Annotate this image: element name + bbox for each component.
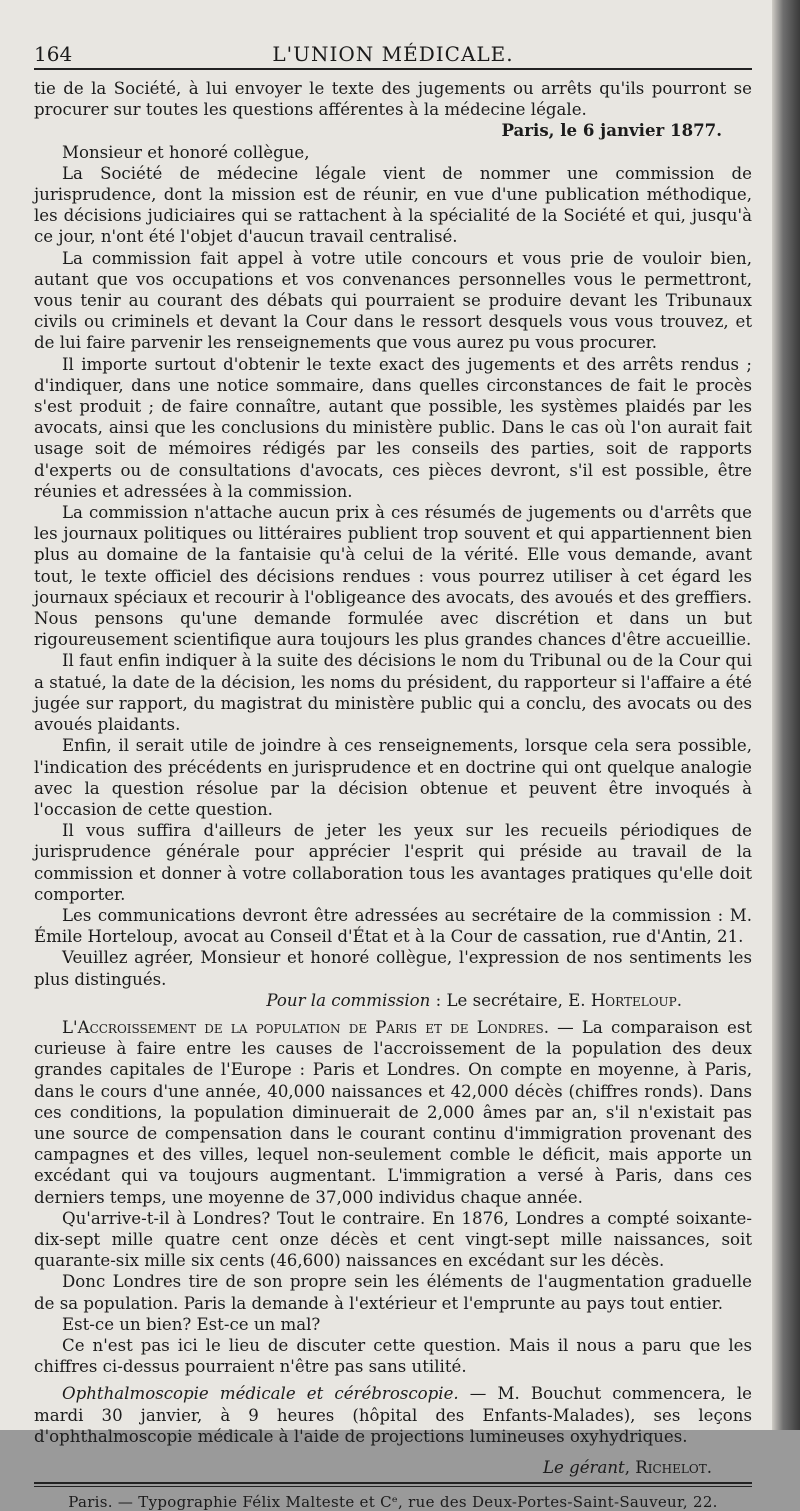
page-header (34, 30, 752, 68)
footer-rule-thick (34, 1482, 752, 1484)
paragraph-6: Enfin, il serait utile de joindre à ces renseignements, lorsque cela sera possible, l'indication des précédents en jurisprudence et en doctrine qui ont quelque analogie avec la question résolue par la décision obtenue et peuvent être invoqués à l'occasion de cette question. (34, 736, 752, 819)
notice-text: — M. Bouchut commencera, le mardi 30 janvier, à 9 heures (hôpital des Enfants-Malades), ses leçons d'ophthalmoscopie médicale à l'aide de projections lumineuses oxyhydriques. (34, 1384, 753, 1446)
article-paragraph-3: Donc Londres tire de son propre sein les éléments de l'augmentation graduelle de sa population. Paris la demande à l'extérieur et l'emprunte au pays tout entier. (34, 1272, 752, 1313)
letter-date: Paris, le 6 janvier 1877. (501, 120, 722, 141)
manager-role: Le gérant (542, 1458, 625, 1477)
footer-rules (34, 1482, 752, 1487)
header-rule (34, 68, 752, 70)
article-paragraph-4: Est-ce un bien? Est-ce un mal? (62, 1314, 321, 1334)
footer-rule-thin (34, 1486, 752, 1487)
paragraph-5: Il faut enfin indiquer à la suite des décisions le nom du Tribunal ou de la Cour qui a statué, la date de la décision, les noms du président, du rapporteur si l'affaire a été jugée sur rapport, du magistrat du ministère public qui a conclu, des avocats ou des avoués plaidants. (34, 651, 752, 735)
article-title: L'Accroissement de la population de Paris et de Londres. (62, 1017, 549, 1037)
article-text-1: — La comparaison est curieuse à faire entre les causes de l'accroissement de la population des deux grandes capitales de l'Europe : Paris et Londres. On compte en moyenne, à Paris, dans le cours d'une année, 40,000 naissances et 42,000 décès (chiffres ronds). Dans ces conditions, la population diminuerait de 2,000 âmes par an, s'il n'existait pas une source de compensation dans le courant continu d'immigration provenant des campagnes et des villes, lequel non-seulement comble le déficit, mais apporte un excédant qui va toujours augmentant. L'immigration a versé à Paris, dans ces derniers temps, une moyenne de 37,000 individus chaque année. (34, 1017, 753, 1207)
manager-signature (34, 1457, 752, 1478)
manager-name: , Richelot. (624, 1458, 712, 1477)
paragraph-9: Veuillez agréer, Monsieur et honoré collègue, l'expression de nos sentiments les plus distingués. (34, 948, 752, 989)
paragraph-intro: tie de la Société, à lui envoyer le texte des jugements ou arrêts qu'ils pourront se procurer sur toutes les questions afférentes à la médecine légale. (34, 79, 752, 120)
running-title: L'UNION MÉDICALE. (272, 42, 514, 66)
commission-signature (34, 990, 752, 1011)
signature-text: : Le secrétaire, E. (430, 990, 591, 1010)
imprint-line: Paris. — Typographie Félix Malteste et Cᵉ, rue des Deux-Portes-Saint-Sauveur, 22. (68, 1493, 718, 1511)
paragraph-1: La Société de médecine légale vient de nommer une commission de jurisprudence, dont la mission est de réunir, en vue d'une publication méthodique, les décisions judiciaires qui se rattachent à la spécialité de la Société et qui, jusqu'à ce jour, n'ont été l'objet d'aucun travail centralisé. (34, 163, 752, 247)
signature-name: Horteloup. (590, 990, 682, 1010)
signature-role: Pour la commission (266, 990, 431, 1010)
paragraph-2: La commission fait appel à votre utile concours et vous prie de vouloir bien, autant que vos occupations et vos convenances personnelles vous le permettront, vous tenir au courant des débats qui pourraient se produire devant les Tribunaux civils ou criminels et devant la Cour dans le ressort desquels vous vous trouvez, et de lui faire parvenir les renseignements que vous aurez pu vous procurer. (34, 248, 752, 353)
notice-paragraph (34, 1383, 752, 1447)
article-paragraph-1 (34, 1017, 752, 1208)
paragraph-7: Il vous suffira d'ailleurs de jeter les yeux sur les recueils périodiques de jurisprudence générale pour apprécier l'esprit qui préside au travail de la commission et donner à votre collaboration tous les avantages pratiques qu'elle doit comporter. (34, 821, 752, 904)
article-paragraph-2: Qu'arrive-t-il à Londres? Tout le contraire. En 1876, Londres a compté soixante-dix-sept mille quatre cent onze décès et cent vingt-sept mille naissances, soit quarante-six mille six cents (46,600) naissances en excédant sur les décès. (34, 1208, 752, 1271)
paragraph-4: La commission n'attache aucun prix à ces résumés de jugements ou d'arrêts que les journaux politiques ou littéraires publient trop souvent et qui appartiennent bien plus au domaine de la fantaisie qu'à celui de la vérité. Elle vous demande, avant tout, le texte officiel des décisions rendues : vous pourrez utiliser à cet égard les journaux spéciaux et recourir à l'obligeance des avocats, des avoués et des greffiers. Nous pensons qu'une demande formulée avec discrétion et dans un but rigoureusement scientifique aura toujours les plus grandes chances d'être accueillie. (34, 503, 752, 650)
page-number: 164 (34, 42, 73, 66)
letter-salutation: Monsieur et honoré collègue, (62, 142, 310, 162)
article-paragraph-5: Ce n'est pas ici le lieu de discuter cette question. Mais il nous a paru que les chiffres ci-dessus pourraient n'être pas sans utilité. (34, 1335, 752, 1377)
paragraph-8: Les communications devront être adressées au secrétaire de la commission : M. Émile Horteloup, avocat au Conseil d'État et à la Cour de cassation, rue d'Antin, 21. (34, 905, 752, 947)
book-spine-shadow (772, 0, 800, 1430)
paragraph-3: Il importe surtout d'obtenir le texte exact des jugements et des arrêts rendus ; d'indiquer, dans une notice sommaire, dans quelles circonstances de fait le procès s'est produit ; de faire connaître, autant que possible, les systèmes plaidés par les avocats, ainsi que les conclusions du ministère public. Dans le cas où l'on aurait fait usage soit de mémoires rédigés par les conseils des parties, soit de rapports d'experts ou de consultations d'avocats, ces pièces devront, s'il est possible, être réunies et adressées à la commission. (34, 354, 752, 501)
notice-title: Ophthalmoscopie médicale et cérébroscopie. (62, 1384, 459, 1404)
